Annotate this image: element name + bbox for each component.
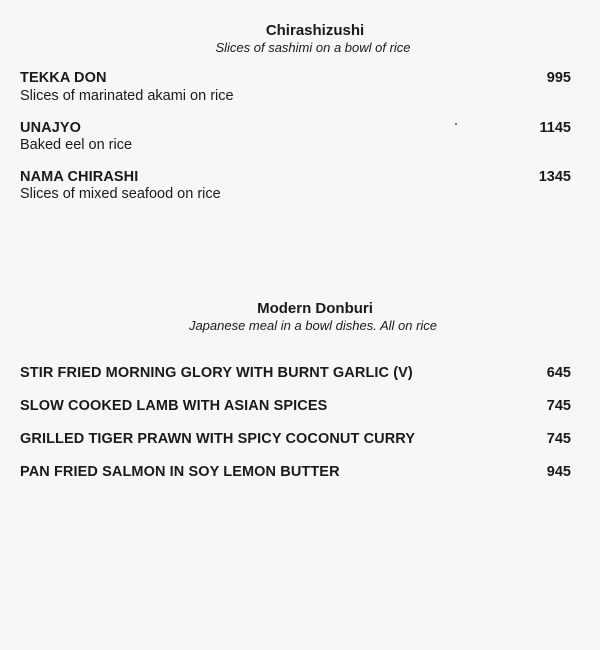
section-title-modern-donburi: Modern Donburi bbox=[257, 300, 373, 317]
section-subtitle-chirashizushi: Slices of sashimi on a bowl of rice bbox=[215, 40, 411, 55]
menu-item-price: 945 bbox=[546, 464, 571, 480]
menu-item-price: 745 bbox=[546, 431, 571, 447]
scan-speck bbox=[455, 123, 457, 125]
section-title-chirashizushi: Chirashizushi bbox=[265, 22, 365, 39]
menu-item-price: 995 bbox=[546, 70, 571, 86]
menu-item-name: PAN FRIED SALMON IN SOY LEMON BUTTER bbox=[20, 464, 340, 480]
menu-item-price: 645 bbox=[546, 365, 571, 381]
menu-item-price: 1345 bbox=[538, 169, 571, 185]
menu-item-name: TEKKA DON bbox=[20, 70, 107, 86]
section-subtitle-modern-donburi: Japanese meal in a bowl dishes. All on rice bbox=[188, 318, 438, 333]
menu-item-name: SLOW COOKED LAMB WITH ASIAN SPICES bbox=[20, 398, 328, 414]
menu-item-description: Baked eel on rice bbox=[20, 137, 133, 153]
menu-item-description: Slices of marinated akami on rice bbox=[20, 88, 234, 104]
menu-item-name: UNAJYO bbox=[20, 120, 82, 136]
menu-item-name: GRILLED TIGER PRAWN WITH SPICY COCONUT CURRY bbox=[20, 431, 416, 447]
menu-item-name: STIR FRIED MORNING GLORY WITH BURNT GARLIC (V) bbox=[20, 365, 413, 381]
menu-item-description: Slices of mixed seafood on rice bbox=[20, 186, 221, 202]
menu-item-price: 1145 bbox=[539, 120, 571, 136]
menu-item-name: NAMA CHIRASHI bbox=[20, 169, 139, 185]
menu-item-price: 745 bbox=[546, 398, 571, 414]
